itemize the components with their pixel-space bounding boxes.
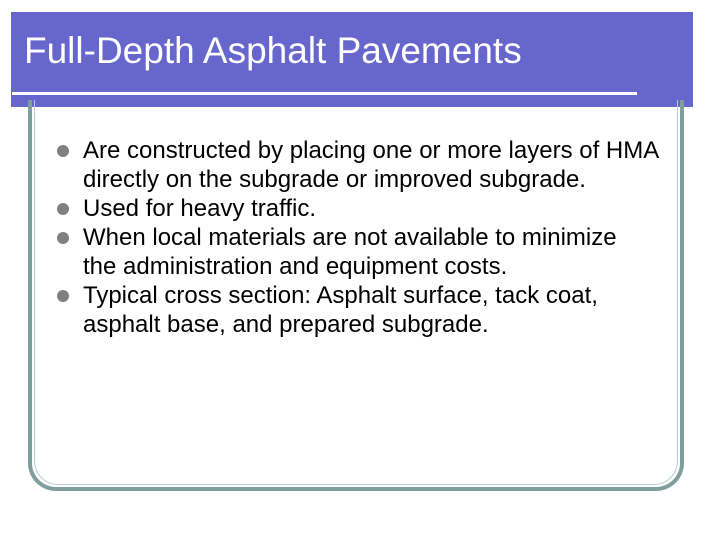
bullet-list — [0, 136, 663, 339]
bullet-dot-icon — [57, 145, 69, 157]
bullet-item — [0, 223, 643, 281]
bullet-text: Used for heavy traffic. — [83, 195, 316, 222]
slide-title: Full-Depth Asphalt Pavements — [24, 30, 522, 71]
title-underline — [12, 92, 637, 95]
bullet-item — [0, 136, 663, 194]
bullet-dot-icon — [57, 232, 69, 244]
bullet-text: Are constructed by placing one or more layers of HMA directly on the subgrade or improved subgrade. — [83, 137, 658, 193]
bullet-item — [0, 194, 663, 223]
bullet-dot-icon — [57, 290, 69, 302]
bullet-item — [0, 281, 643, 339]
bullet-text: When local materials are not available to minimize the administration and equipment costs. — [83, 224, 617, 280]
bullet-dot-icon — [57, 203, 69, 215]
bullet-text: Typical cross section: Asphalt surface, tack coat, asphalt base, and prepared subgrade. — [83, 282, 598, 338]
